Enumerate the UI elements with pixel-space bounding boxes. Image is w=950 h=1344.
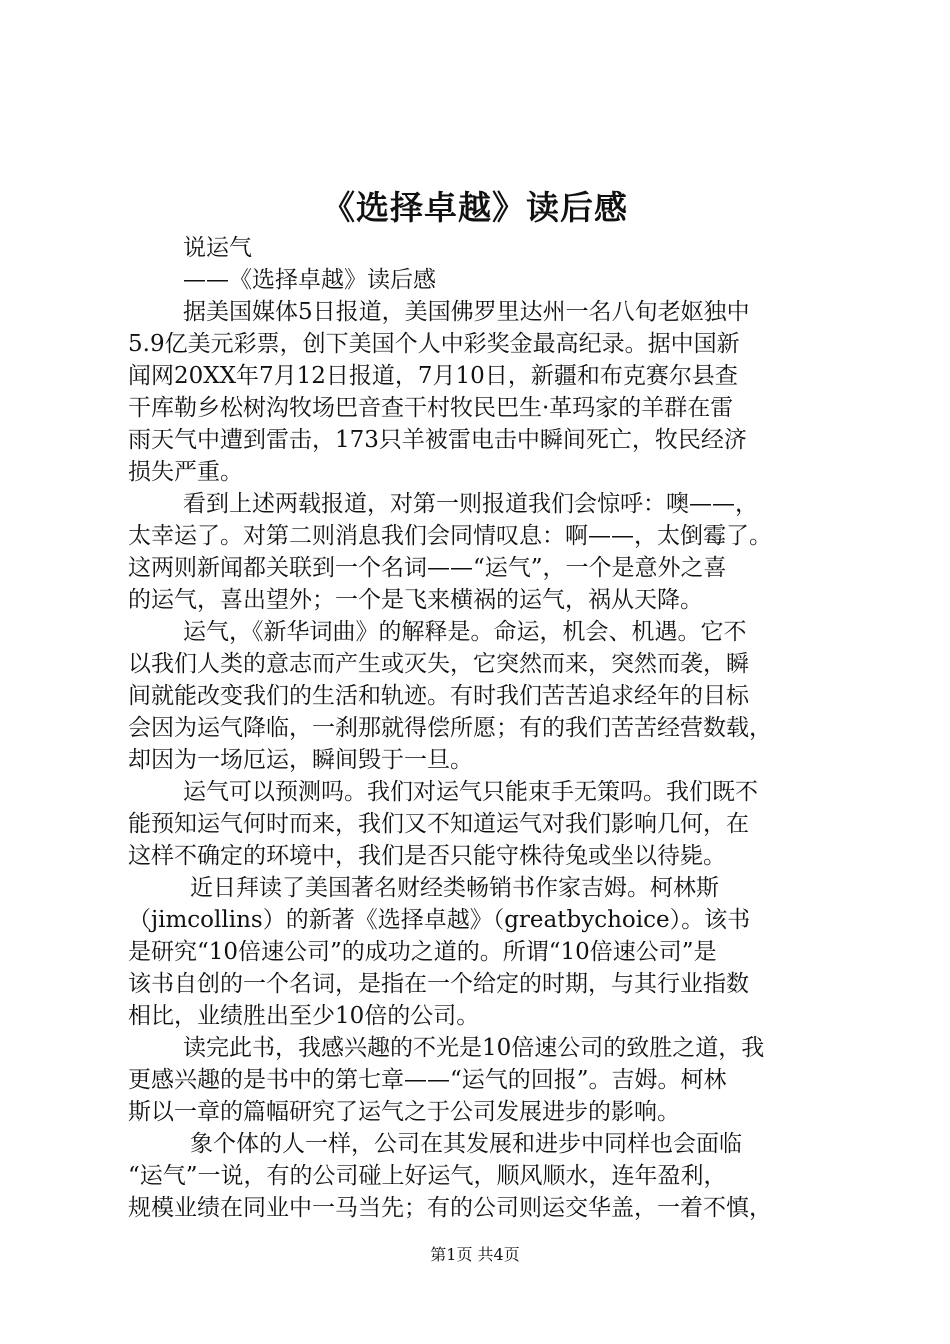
paragraph-line: （jimcollins）的新著《选择卓越》（greatbychoice）。该书 <box>128 907 751 933</box>
document-body <box>128 232 833 1224</box>
paragraph-line: 是研究“10倍速公司”的成功之道的。所谓“10倍速公司”是 <box>128 939 717 965</box>
paragraph-line: 损失严重。 <box>128 459 243 485</box>
paragraph-line: 干库勒乡松树沟牧场巴音查干村牧民巴生·革玛家的羊群在雷 <box>128 395 734 421</box>
paragraph-line: 据美国媒体5日报道，美国佛罗里达州一名八旬老妪独中 <box>183 299 750 325</box>
page-number-footer: 第1页 共4页 <box>430 1245 520 1264</box>
paragraph-line: 运气，《新华词曲》的解释是。命运，机会、机遇。它不 <box>183 619 747 645</box>
paragraph-line: 象个体的人一样，公司在其发展和进步中同样也会面临 <box>190 1131 742 1157</box>
paragraph-line: 运气可以预测吗。我们对运气只能束手无策吗。我们既不 <box>183 779 758 805</box>
paragraph-line: 间就能改变我们的生活和轨迹。有时我们苦苦追求经年的目标 <box>128 683 749 709</box>
paragraph-line: 的运气，喜出望外；一个是飞来横祸的运气，祸从天降。 <box>128 587 703 613</box>
paragraph-line: 5.9亿美元彩票，创下美国个人中彩奖金最高纪录。据中国新 <box>128 331 740 357</box>
paragraph-line: 相比，业绩胜出至少10倍的公司。 <box>128 1003 480 1029</box>
paragraph-line: 该书自创的一个名词，是指在一个给定的时期，与其行业指数 <box>128 971 749 997</box>
subtitle-line: ——《选择卓越》读后感 <box>183 267 436 293</box>
paragraph-line: 却因为一场厄运，瞬间毁于一旦。 <box>128 747 473 773</box>
paragraph-line: 近日拜读了美国著名财经类畅销书作家吉姆。柯林斯 <box>190 875 719 901</box>
paragraph-line: 这两则新闻都关联到一个名词——“运气”，一个是意外之喜 <box>128 555 727 581</box>
document-title: 《选择卓越》读后感 <box>322 188 628 227</box>
paragraph-line: 雨天气中遭到雷击，173只羊被雷电击中瞬间死亡，牧民经济 <box>128 427 747 453</box>
paragraph-line: 能预知运气何时而来，我们又不知道运气对我们影响几何，在 <box>128 811 749 837</box>
paragraph-line: 会因为运气降临，一刹那就得偿所愿；有的我们苦苦经营数载， <box>128 715 772 741</box>
paragraph-line: 这样不确定的环境中，我们是否只能守株待兔或坐以待毙。 <box>128 843 726 869</box>
paragraph-line: 以我们人类的意志而产生或灭失，它突然而来，突然而袭，瞬 <box>128 651 749 677</box>
paragraph-line: 斯以一章的篇幅研究了运气之于公司发展进步的影响。 <box>128 1099 680 1125</box>
paragraph-line: “运气”一说，有的公司碰上好运气，顺风顺水，连年盈利， <box>128 1163 727 1189</box>
paragraph-line: 看到上述两载报道，对第一则报道我们会惊呼：噢——， <box>183 491 758 517</box>
paragraph-line: 读完此书，我感兴趣的不光是10倍速公司的致胜之道，我 <box>183 1035 765 1061</box>
paragraph-line: 太幸运了。对第二则消息我们会同情叹息：啊——，太倒霉了。 <box>128 523 772 549</box>
paragraph-line: 闻网20XX年7月12日报道，7月10日，新疆和布克赛尔县查 <box>128 363 738 389</box>
paragraph-line: 更感兴趣的是书中的第七章——“运气的回报”。吉姆。柯林 <box>128 1067 727 1093</box>
subtitle-line: 说运气 <box>183 235 252 261</box>
paragraph-line: 规模业绩在同业中一马当先；有的公司则运交华盖，一着不慎， <box>128 1195 772 1221</box>
